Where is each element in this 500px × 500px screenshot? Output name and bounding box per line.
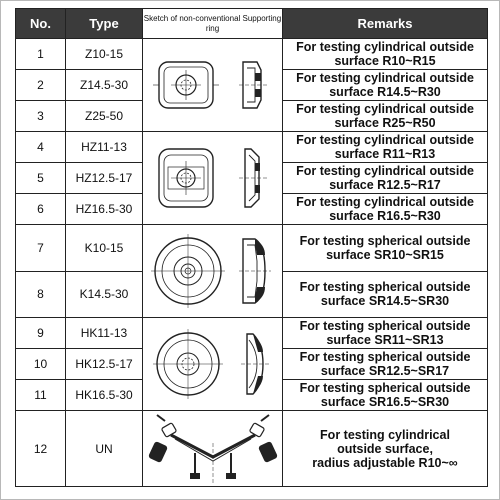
table-row [16,39,488,70]
table-row [16,318,488,349]
row-no: 7 [16,225,66,272]
remark-line-1: For testing cylindrical outside [296,195,474,209]
row-remark [283,271,488,318]
row-remark [283,132,488,163]
row-remark [283,411,488,487]
spherical-ring-drawing [143,225,283,317]
row-type: K10-15 [66,225,143,272]
row-no: 6 [16,194,66,225]
remark-line-2: surface SR16.5~SR30 [320,395,450,409]
row-no: 4 [16,132,66,163]
supporting-ring-table [15,8,488,487]
high-cylindrical-ring-drawing [143,133,283,223]
remark-line-1: For testing cylindrical [320,427,450,442]
header-type: Type [66,9,143,39]
row-no: 9 [16,318,66,349]
table-row [16,225,488,272]
header-sketch: Sketch of non-conventional Supporting ring [143,9,283,39]
row-type: Z14.5-30 [66,70,143,101]
row-no: 8 [16,271,66,318]
row-no: 3 [16,101,66,132]
sketch-adjustable-ring [143,411,283,487]
row-no: 5 [16,163,66,194]
row-remark [283,380,488,411]
remark-line-1: For testing cylindrical outside [296,133,474,147]
row-type: HK11-13 [66,318,143,349]
remark-line-2: outside surface, [337,441,433,456]
row-type: K14.5-30 [66,271,143,318]
cylindrical-ring-drawing [143,40,283,130]
remark-line-1: For testing cylindrical outside [296,71,474,85]
remark-line-1: For testing spherical outside [299,319,471,333]
remark-line-1: For testing spherical outside [299,381,471,395]
remark-line-1: For testing spherical outside [299,233,471,248]
row-type: Z25-50 [66,101,143,132]
row-type: HZ11-13 [66,132,143,163]
row-remark [283,194,488,225]
row-type: HZ12.5-17 [66,163,143,194]
row-remark [283,39,488,70]
row-no: 11 [16,380,66,411]
remark-line-2: surface SR12.5~SR17 [320,364,450,378]
row-no: 10 [16,349,66,380]
high-spherical-ring-drawing [143,320,283,408]
remark-line-2: surface R14.5~R30 [329,85,441,99]
row-remark [283,101,488,132]
row-type: HK12.5-17 [66,349,143,380]
remark-line-1: For testing spherical outside [299,280,471,295]
row-type: HK16.5-30 [66,380,143,411]
sketch-high-cylindrical-ring [143,132,283,225]
row-no: 12 [16,411,66,487]
remark-line-1: For testing spherical outside [299,350,471,364]
row-remark [283,349,488,380]
adjustable-ring-drawing [143,413,283,485]
row-remark [283,318,488,349]
remark-line-2: surface SR10~SR15 [326,247,444,262]
row-remark [283,225,488,272]
remark-line-2: surface SR11~SR13 [326,333,444,347]
remark-line-1: For testing cylindrical outside [296,40,474,54]
remark-line-2: surface SR14.5~SR30 [320,294,450,309]
remark-line-1: For testing cylindrical outside [296,164,474,178]
row-remark [283,163,488,194]
row-remark [283,70,488,101]
table-row [16,411,488,487]
header-remarks: Remarks [283,9,488,39]
header-no: No. [16,9,66,39]
table-row [16,132,488,163]
sketch-cylindrical-ring [143,39,283,132]
sketch-spherical-ring [143,225,283,318]
row-no: 1 [16,39,66,70]
remark-line-1: For testing cylindrical outside [296,102,474,116]
remark-line-2: surface R16.5~R30 [329,209,441,223]
row-no: 2 [16,70,66,101]
sketch-high-spherical-ring [143,318,283,411]
remark-line-3: radius adjustable R10~∞ [312,455,458,470]
header-row [16,9,488,39]
remark-line-2: surface R10~R15 [334,54,436,68]
row-type: Z10-15 [66,39,143,70]
row-type: HZ16.5-30 [66,194,143,225]
remark-line-2: surface R25~R50 [334,116,436,130]
remark-line-2: surface R12.5~R17 [329,178,441,192]
remark-line-2: surface R11~R13 [334,147,436,161]
row-type: UN [66,411,143,487]
